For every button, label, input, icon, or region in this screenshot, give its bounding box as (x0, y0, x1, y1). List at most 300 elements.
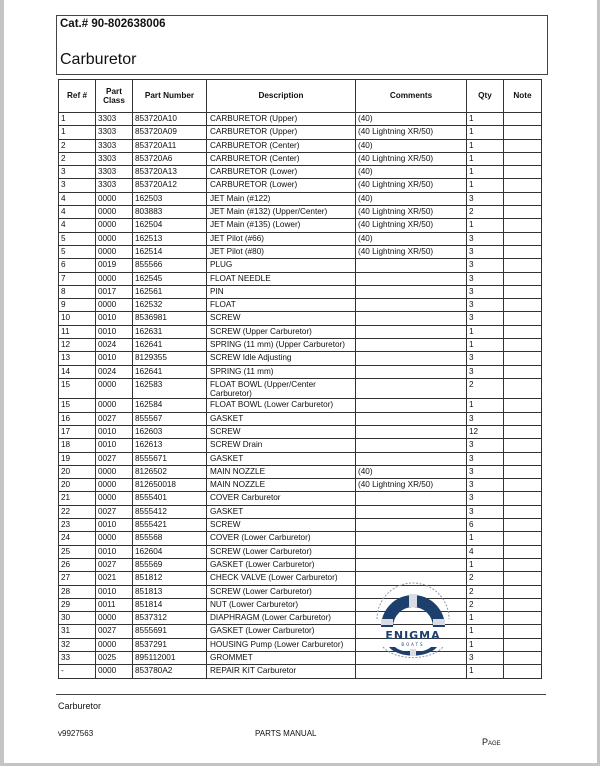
qty-cell: 3 (467, 312, 504, 325)
note-cell (504, 598, 542, 611)
ref-cell: 11 (59, 325, 96, 338)
part-number-cell: 895112001 (133, 651, 207, 664)
comments-cell (356, 439, 467, 452)
header-col-description: Description (207, 80, 356, 113)
note-cell (504, 558, 542, 571)
part-class-cell: 0010 (96, 312, 133, 325)
table-row (59, 179, 542, 192)
table-row (59, 465, 542, 478)
description-cell: DIAPHRAGM (Lower Carburetor) (207, 612, 356, 625)
part-class-cell: 0010 (96, 519, 133, 532)
part-class-cell: 0010 (96, 352, 133, 365)
part-class-cell: 0000 (96, 219, 133, 232)
comments-cell (356, 339, 467, 352)
qty-cell: 1 (467, 399, 504, 412)
description-cell: GASKET (207, 412, 356, 425)
qty-cell: 4 (467, 545, 504, 558)
part-number-cell: 8126502 (133, 465, 207, 478)
comments-cell (356, 452, 467, 465)
footer-divider (56, 694, 546, 695)
table-row (59, 439, 542, 452)
ref-cell: 5 (59, 245, 96, 258)
table-row (59, 166, 542, 179)
ref-cell: 15 (59, 399, 96, 412)
comments-cell: (40) (356, 232, 467, 245)
qty-cell: 3 (467, 285, 504, 298)
table-row (59, 505, 542, 518)
footer-manual-label: PARTS MANUAL (255, 729, 317, 738)
ref-cell: 17 (59, 425, 96, 438)
table-row (59, 365, 542, 378)
part-class-cell: 0027 (96, 452, 133, 465)
ref-cell: 18 (59, 439, 96, 452)
description-cell: JET Main (#135) (Lower) (207, 219, 356, 232)
table-row (59, 425, 542, 438)
qty-cell: 6 (467, 519, 504, 532)
note-cell (504, 532, 542, 545)
table-row (59, 665, 542, 678)
description-cell: JET Main (#122) (207, 192, 356, 205)
table-row (59, 299, 542, 312)
comments-cell (356, 505, 467, 518)
part-number-cell: 162561 (133, 285, 207, 298)
description-cell: MAIN NOZZLE (207, 465, 356, 478)
note-cell (504, 272, 542, 285)
part-number-cell: 855566 (133, 259, 207, 272)
part-class-cell: 0024 (96, 339, 133, 352)
part-number-cell: 162532 (133, 299, 207, 312)
qty-cell: 3 (467, 479, 504, 492)
part-number-cell: 853720A09 (133, 126, 207, 139)
qty-cell: 1 (467, 166, 504, 179)
part-number-cell: 853720A10 (133, 113, 207, 126)
description-cell: COVER (Lower Carburetor) (207, 532, 356, 545)
ref-cell: 2 (59, 139, 96, 152)
part-class-cell: 0010 (96, 439, 133, 452)
part-class-cell: 0000 (96, 245, 133, 258)
part-class-cell: 0000 (96, 612, 133, 625)
qty-cell: 3 (467, 492, 504, 505)
comments-cell (356, 558, 467, 571)
qty-cell: 1 (467, 612, 504, 625)
part-class-cell: 0000 (96, 232, 133, 245)
ref-cell: 14 (59, 365, 96, 378)
table-body (59, 113, 542, 679)
qty-cell: 1 (467, 113, 504, 126)
part-number-cell: 851813 (133, 585, 207, 598)
table-row (59, 285, 542, 298)
ref-cell: 30 (59, 612, 96, 625)
comments-cell (356, 285, 467, 298)
description-cell: JET Main (#132) (Upper/Center) (207, 206, 356, 219)
comments-cell (356, 312, 467, 325)
part-number-cell: 8537291 (133, 638, 207, 651)
qty-cell: 2 (467, 572, 504, 585)
table-row (59, 519, 542, 532)
header-col-qty: Qty (467, 80, 504, 113)
note-cell (504, 399, 542, 412)
comments-cell: (40 Lightning XR/50) (356, 245, 467, 258)
description-cell: SCREW (207, 425, 356, 438)
part-number-cell: 162514 (133, 245, 207, 258)
ref-cell: 29 (59, 598, 96, 611)
part-class-cell: 0011 (96, 598, 133, 611)
header-col-part-class: Part Class (96, 80, 133, 113)
table-row (59, 585, 542, 598)
note-cell (504, 452, 542, 465)
comments-cell: (40) (356, 139, 467, 152)
part-number-cell: 162603 (133, 425, 207, 438)
ref-cell: 15 (59, 378, 96, 398)
note-cell (504, 638, 542, 651)
comments-cell: (40 Lightning XR/50) (356, 152, 467, 165)
note-cell (504, 179, 542, 192)
qty-cell: 1 (467, 219, 504, 232)
part-class-cell: 3303 (96, 179, 133, 192)
part-class-cell: 0027 (96, 625, 133, 638)
comments-cell (356, 365, 467, 378)
description-cell: CARBURETOR (Upper) (207, 126, 356, 139)
part-class-cell: 0027 (96, 412, 133, 425)
qty-cell: 1 (467, 126, 504, 139)
description-cell: SCREW Idle Adjusting (207, 352, 356, 365)
qty-cell: 2 (467, 206, 504, 219)
part-class-cell: 0000 (96, 665, 133, 678)
note-cell (504, 425, 542, 438)
ref-cell: 20 (59, 465, 96, 478)
ref-cell: 4 (59, 192, 96, 205)
ref-cell: 32 (59, 638, 96, 651)
qty-cell: 1 (467, 532, 504, 545)
table-row (59, 532, 542, 545)
description-cell: JET Pilot (#66) (207, 232, 356, 245)
qty-cell: 1 (467, 638, 504, 651)
table-row (59, 126, 542, 139)
qty-cell: 3 (467, 452, 504, 465)
comments-cell (356, 519, 467, 532)
logo-brand-text: ENIGMA (385, 629, 441, 642)
header-col-ref: Ref # (59, 80, 96, 113)
footer-version: v9927563 (58, 729, 94, 738)
table-header-row (59, 80, 542, 113)
part-class-cell: 0010 (96, 545, 133, 558)
note-cell (504, 545, 542, 558)
table-row (59, 312, 542, 325)
comments-cell (356, 545, 467, 558)
note-cell (504, 325, 542, 338)
description-cell: GASKET (207, 452, 356, 465)
table-row (59, 612, 542, 625)
part-class-cell: 0000 (96, 206, 133, 219)
description-cell: JET Pilot (#80) (207, 245, 356, 258)
table-row (59, 492, 542, 505)
ref-cell: 1 (59, 126, 96, 139)
ref-cell: 19 (59, 452, 96, 465)
ref-cell: 27 (59, 572, 96, 585)
part-number-cell: 855567 (133, 412, 207, 425)
note-cell (504, 192, 542, 205)
description-cell: CARBURETOR (Upper) (207, 113, 356, 126)
part-number-cell: 162504 (133, 219, 207, 232)
part-class-cell: 0019 (96, 259, 133, 272)
note-cell (504, 152, 542, 165)
ref-cell: 7 (59, 272, 96, 285)
qty-cell: 3 (467, 439, 504, 452)
part-number-cell: 8555401 (133, 492, 207, 505)
ref-cell: 8 (59, 285, 96, 298)
part-number-cell: 8555671 (133, 452, 207, 465)
note-cell (504, 166, 542, 179)
qty-cell: 3 (467, 465, 504, 478)
part-number-cell: 162545 (133, 272, 207, 285)
part-class-cell: 0010 (96, 425, 133, 438)
comments-cell (356, 272, 467, 285)
qty-cell: 3 (467, 192, 504, 205)
part-number-cell: 851814 (133, 598, 207, 611)
table-row (59, 598, 542, 611)
part-class-cell: 0000 (96, 272, 133, 285)
part-number-cell: 162604 (133, 545, 207, 558)
description-cell: FLOAT BOWL (Upper/Center Carburetor) (207, 378, 356, 398)
table-row (59, 206, 542, 219)
comments-cell: (40) (356, 465, 467, 478)
footer-section-title: Carburetor (58, 701, 102, 711)
part-number-cell: 812650018 (133, 479, 207, 492)
qty-cell: 2 (467, 585, 504, 598)
ref-cell: 9 (59, 299, 96, 312)
ref-cell: 33 (59, 651, 96, 664)
note-cell (504, 365, 542, 378)
part-number-cell: 162584 (133, 399, 207, 412)
part-class-cell: 0000 (96, 532, 133, 545)
qty-cell: 2 (467, 598, 504, 611)
qty-cell: 2 (467, 378, 504, 398)
part-number-cell: 162613 (133, 439, 207, 452)
qty-cell: 3 (467, 412, 504, 425)
note-cell (504, 259, 542, 272)
part-class-cell: 0000 (96, 638, 133, 651)
comments-cell: (40 Lightning XR/50) (356, 206, 467, 219)
comments-cell: (40) (356, 113, 467, 126)
part-number-cell: 853720A12 (133, 179, 207, 192)
note-cell (504, 352, 542, 365)
table-row (59, 245, 542, 258)
note-cell (504, 219, 542, 232)
ref-cell: 5 (59, 232, 96, 245)
part-class-cell: 0000 (96, 399, 133, 412)
part-number-cell: 8537312 (133, 612, 207, 625)
note-cell (504, 519, 542, 532)
comments-cell: (40) (356, 166, 467, 179)
comments-cell: (40 Lightning XR/50) (356, 219, 467, 232)
ref-cell: 10 (59, 312, 96, 325)
comments-cell: (40 Lightning XR/50) (356, 179, 467, 192)
qty-cell: 1 (467, 665, 504, 678)
description-cell: CARBURETOR (Lower) (207, 179, 356, 192)
comments-cell (356, 532, 467, 545)
table-row (59, 378, 542, 398)
description-cell: PIN (207, 285, 356, 298)
qty-cell: 3 (467, 299, 504, 312)
part-number-cell: 162631 (133, 325, 207, 338)
note-cell (504, 665, 542, 678)
part-number-cell: 8555421 (133, 519, 207, 532)
description-cell: SPRING (11 mm) (Upper Carburetor) (207, 339, 356, 352)
part-class-cell: 3303 (96, 126, 133, 139)
part-class-cell: 3303 (96, 166, 133, 179)
description-cell: CARBURETOR (Center) (207, 139, 356, 152)
part-class-cell: 0000 (96, 378, 133, 398)
table-row (59, 545, 542, 558)
qty-cell: 1 (467, 625, 504, 638)
table-row (59, 219, 542, 232)
part-number-cell: 851812 (133, 572, 207, 585)
qty-cell: 3 (467, 272, 504, 285)
table-row (59, 399, 542, 412)
catalog-number: Cat.# 90-802638006 (60, 18, 166, 30)
part-number-cell: 853720A11 (133, 139, 207, 152)
table-row (59, 638, 542, 651)
header-col-comments: Comments (356, 80, 467, 113)
description-cell: REPAIR KIT Carburetor (207, 665, 356, 678)
description-cell: MAIN NOZZLE (207, 479, 356, 492)
part-class-cell: 0000 (96, 479, 133, 492)
ref-cell: 31 (59, 625, 96, 638)
comments-cell (356, 665, 467, 678)
table-row (59, 651, 542, 664)
part-class-cell: 0010 (96, 325, 133, 338)
table-row (59, 152, 542, 165)
table-row (59, 558, 542, 571)
ref-cell: 6 (59, 259, 96, 272)
ref-cell: 25 (59, 545, 96, 558)
comments-cell (356, 378, 467, 398)
ref-cell: - (59, 665, 96, 678)
comments-cell (356, 299, 467, 312)
document-page (4, 0, 597, 763)
comments-cell: (40 Lightning XR/50) (356, 126, 467, 139)
parts-table (58, 79, 542, 679)
part-class-cell: 0010 (96, 585, 133, 598)
note-cell (504, 479, 542, 492)
qty-cell: 3 (467, 259, 504, 272)
comments-cell (356, 259, 467, 272)
note-cell (504, 585, 542, 598)
note-cell (504, 651, 542, 664)
table-row (59, 325, 542, 338)
note-cell (504, 465, 542, 478)
description-cell: FLOAT NEEDLE (207, 272, 356, 285)
ref-cell: 16 (59, 412, 96, 425)
note-cell (504, 492, 542, 505)
part-number-cell: 8536981 (133, 312, 207, 325)
part-class-cell: 3303 (96, 152, 133, 165)
ref-cell: 4 (59, 206, 96, 219)
part-number-cell: 162641 (133, 339, 207, 352)
table-row (59, 452, 542, 465)
part-number-cell: 803883 (133, 206, 207, 219)
description-cell: CHECK VALVE (Lower Carburetor) (207, 572, 356, 585)
table-row (59, 572, 542, 585)
note-cell (504, 505, 542, 518)
description-cell: GASKET (Lower Carburetor) (207, 625, 356, 638)
note-cell (504, 439, 542, 452)
note-cell (504, 126, 542, 139)
table-row (59, 272, 542, 285)
note-cell (504, 285, 542, 298)
part-class-cell: 0017 (96, 285, 133, 298)
ref-cell: 3 (59, 179, 96, 192)
ref-cell: 22 (59, 505, 96, 518)
part-class-cell: 3303 (96, 139, 133, 152)
description-cell: GASKET (Lower Carburetor) (207, 558, 356, 571)
part-class-cell: 0000 (96, 492, 133, 505)
table-row (59, 259, 542, 272)
part-number-cell: 162641 (133, 365, 207, 378)
table-row (59, 625, 542, 638)
table-row (59, 192, 542, 205)
ref-cell: 1 (59, 113, 96, 126)
qty-cell: 1 (467, 339, 504, 352)
part-class-cell: 3303 (96, 113, 133, 126)
ref-cell: 3 (59, 166, 96, 179)
description-cell: FLOAT BOWL (Lower Carburetor) (207, 399, 356, 412)
description-cell: SPRING (11 mm) (207, 365, 356, 378)
part-number-cell: 855569 (133, 558, 207, 571)
part-number-cell: 853720A6 (133, 152, 207, 165)
qty-cell: 1 (467, 558, 504, 571)
part-class-cell: 0027 (96, 558, 133, 571)
page-title: Carburetor (60, 51, 137, 68)
part-class-cell: 0000 (96, 465, 133, 478)
note-cell (504, 312, 542, 325)
note-cell (504, 139, 542, 152)
note-cell (504, 612, 542, 625)
note-cell (504, 299, 542, 312)
ref-cell: 20 (59, 479, 96, 492)
part-class-cell: 0025 (96, 651, 133, 664)
ref-cell: 4 (59, 219, 96, 232)
ref-cell: 12 (59, 339, 96, 352)
table-row (59, 339, 542, 352)
enigma-boats-logo-watermark (363, 575, 463, 663)
part-class-cell: 0024 (96, 365, 133, 378)
qty-cell: 1 (467, 325, 504, 338)
description-cell: SCREW (207, 519, 356, 532)
table-row (59, 113, 542, 126)
ref-cell: 21 (59, 492, 96, 505)
logo-sub-text: BOATS (401, 642, 425, 647)
note-cell (504, 339, 542, 352)
ref-cell: 23 (59, 519, 96, 532)
qty-cell: 1 (467, 152, 504, 165)
comments-cell (356, 492, 467, 505)
footer-page-label: Page (482, 737, 501, 747)
qty-cell: 1 (467, 139, 504, 152)
part-number-cell: 853780A2 (133, 665, 207, 678)
comments-cell (356, 399, 467, 412)
note-cell (504, 232, 542, 245)
ref-cell: 13 (59, 352, 96, 365)
part-number-cell: 162503 (133, 192, 207, 205)
table-row (59, 352, 542, 365)
part-class-cell: 0021 (96, 572, 133, 585)
description-cell: HOUSING Pump (Lower Carburetor) (207, 638, 356, 651)
part-number-cell: 162583 (133, 378, 207, 398)
table-row (59, 479, 542, 492)
comments-cell (356, 425, 467, 438)
qty-cell: 1 (467, 179, 504, 192)
